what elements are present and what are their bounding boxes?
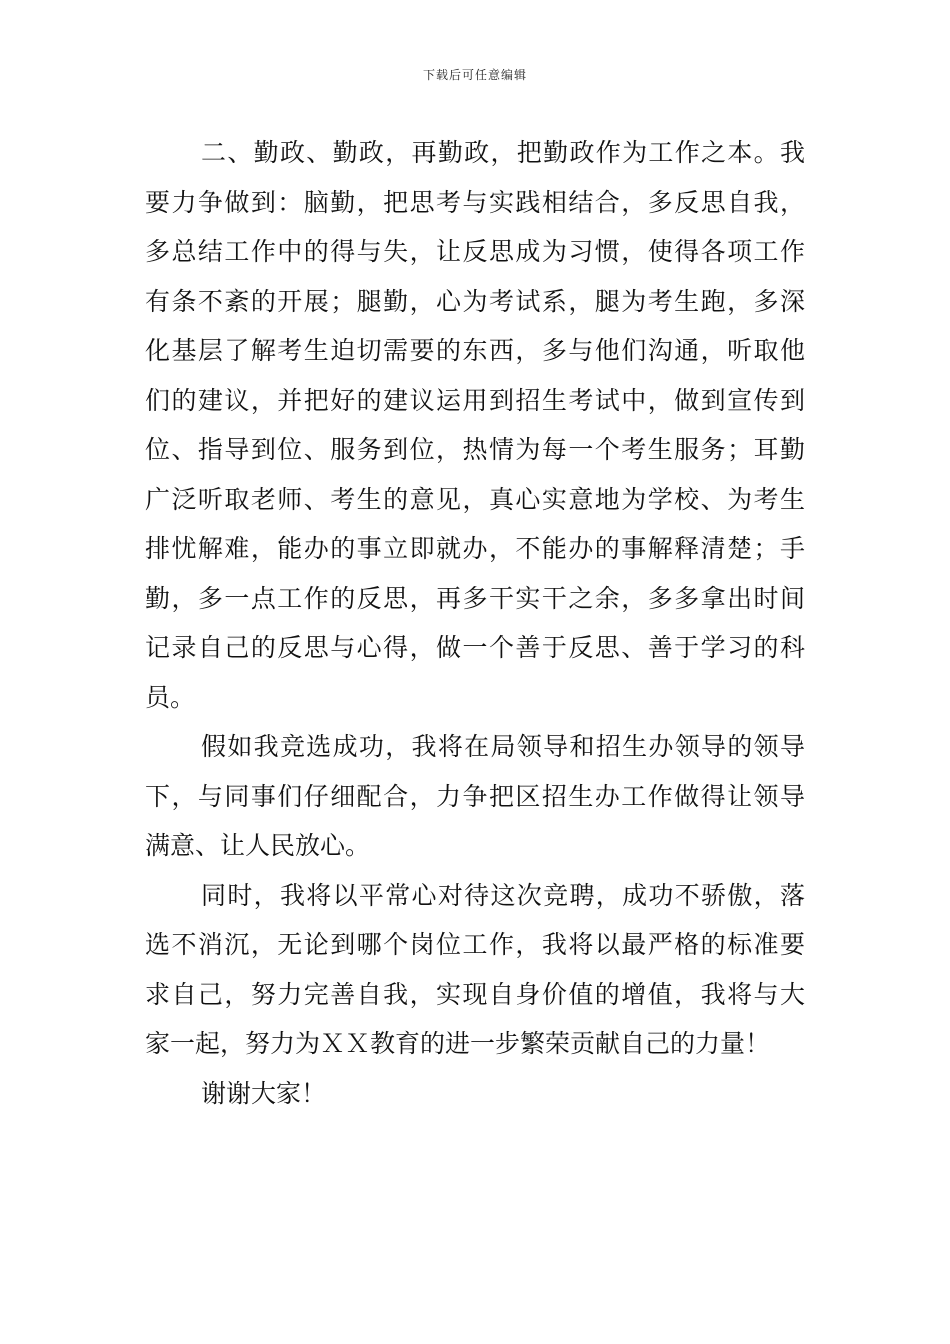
text-line: 广泛听取老师、考生的意见，真心实意地为学校、为考生: [145, 484, 805, 514]
text-line: 满意、让人民放心。: [145, 831, 371, 860]
text-line: 谢谢大家！: [201, 1078, 327, 1108]
text-line: 有条不紊的开展；腿勤，心为考试系，腿为考生跑，多深: [145, 286, 805, 316]
paragraph-diligence: [145, 128, 805, 722]
text-line: 记录自己的反思与心得，做一个善于反思、善于学习的科: [145, 633, 805, 662]
header-note: 下载后可任意编辑: [422, 68, 527, 82]
document-body: [145, 128, 805, 1118]
text-line: 员。: [145, 682, 196, 712]
text-line: 家一起，努力为ＸＸ教育的进一步繁荣贡献自己的力量！: [145, 1029, 771, 1058]
text-line: 选不消沉，无论到哪个岗位工作，我将以最严格的标准要: [145, 930, 805, 959]
text-line: 二、勤政、勤政，再勤政，把勤政作为工作之本。我: [201, 138, 805, 167]
text-line: 位、指导到位、服务到位，热情为每一个考生服务；耳勤: [145, 435, 805, 464]
text-line: 下，与同事们仔细配合，力争把区招生办工作做得让领导: [145, 781, 805, 811]
text-line: 多总结工作中的得与失，让反思成为习惯，使得各项工作: [145, 237, 805, 266]
text-line: 勤，多一点工作的反思，再多干实干之余，多多拿出时间: [145, 583, 805, 613]
text-line: 排忧解难，能办的事立即就办，不能办的事解释清楚；手: [145, 534, 805, 563]
text-line: 同时，我将以平常心对待这次竞聘，成功不骄傲，落: [201, 880, 805, 910]
text-line: 们的建议，并把好的建议运用到招生考试中，做到宣传到: [145, 385, 805, 415]
text-line: 要力争做到：脑勤，把思考与实践相结合，多反思自我，: [145, 187, 805, 217]
text-line: 求自己，努力完善自我，实现自身价值的增值，我将与大: [145, 979, 805, 1009]
text-line: 化基层了解考生迫切需要的东西，多与他们沟通，听取他: [145, 336, 805, 365]
paragraph-attitude: [145, 871, 805, 1069]
paragraph-thanks: [145, 1069, 805, 1119]
text-line: 假如我竞选成功，我将在局领导和招生办领导的领导: [201, 732, 805, 761]
paragraph-if-elected: [145, 722, 805, 871]
